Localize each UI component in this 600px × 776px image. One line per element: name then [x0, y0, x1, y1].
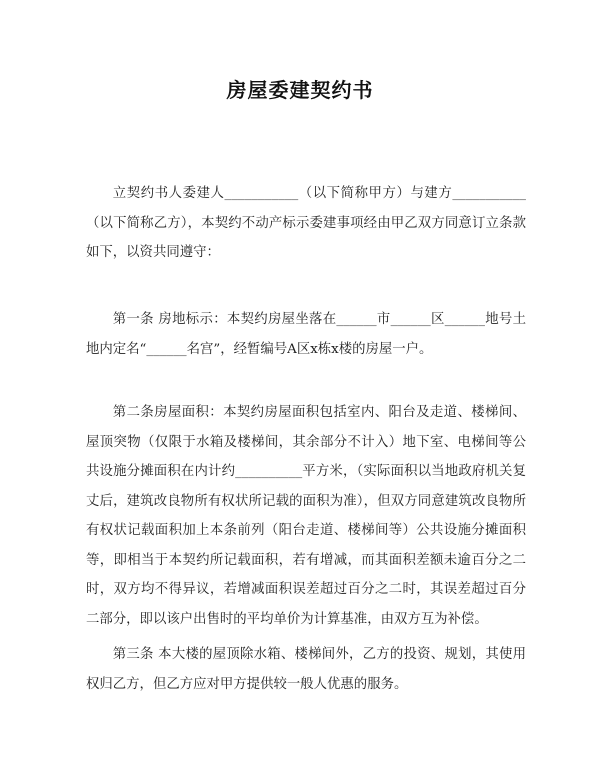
intro-paragraph: 立契约书人委建人___________（以下简称甲方）与建方___________（以下简称乙方），本契约不动产标示委建事项经由甲乙双方同意订立条款如下，以资共同遵守： — [86, 186, 526, 260]
article-3-paragraph: 第三条 本大楼的屋顶除水箱、楼梯间外，乙方的投资、规划，其使用权归乙方，但乙方应对甲方提供较一般人优惠的服务。 — [86, 647, 526, 692]
article-2-paragraph: 第二条房屋面积：本契约房屋面积包括室内、阳台及走道、楼梯间、屋顶突物（仅限于水箱及楼梯间，其余部分不计入）地下室、电梯间等公共设施分摊面积在内计约__________平方米，（实际面积以当地政府机关复丈后，建筑改良物所有权状所记载的面积为准），但双方同意建筑改良物所有权状记载面积加上本条前列（阳台走道、楼梯间等）公共设施分摊面积等，即相当于本契约所记载面积，若有增减，而其面积差额未逾百分之二时，双方均不得异议，若增减面积误差超过百分之二时，其误差超过百分二部分，即以该户出售时的平均单价为计算基准，由双方互为补偿。 — [86, 405, 526, 627]
document-title: 房屋委建契约书 — [226, 78, 374, 102]
article-1-paragraph: 第一条 房地标示：本契约房屋坐落在______市______区______地号土地内定名“______名宫”，经暂编号A区x栋x楼的房屋一户。 — [86, 312, 526, 357]
